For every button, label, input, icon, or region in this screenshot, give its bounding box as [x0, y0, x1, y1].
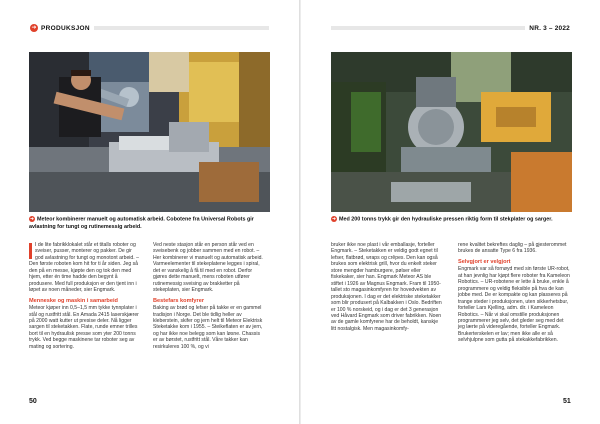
right-page-header: [331, 23, 570, 33]
right-caption-text: Med 200 tonns trykk gir den hydrauliske pressen riktig form til stekplater og sarger.: [339, 216, 553, 223]
left-col2-subheading: Bestefars komfyrer: [153, 297, 204, 304]
photo-hydraulic-press: [331, 52, 572, 212]
header-rule: [94, 26, 269, 30]
right-col2-paragraph-2: Engmark var så fornøyd med sin første UR-robot, at han jevnlig har kjøpt flere roboter fra Kameleon Robotics. – UR-robotene er lette å bruke, enkle å programmere og veldig fleksible på hva de kan jobbe med. De er kompakte og kan plasseres på trange steder i produksjonen, uten sikkerhetsbur, forteller Lars Kjelling, adm. dir. i Kameleon Robotics. – Når vi skal omstille produksjonen programmerer jeg selv, det gleder seg med det jeg lærte på videregående, forteller Engmark. Brukerterskelen er lav; men ikke alle er så selvhjulpne som gutta på stekakkefabrikken.: [458, 266, 570, 344]
left-column-2: [153, 242, 265, 350]
right-col2-paragraph-1: rene kvalitet bekreftes daglig – på gjesterommet brukes de ansatte Type 6 fra 1936.: [458, 242, 567, 255]
header-rule: [331, 26, 525, 30]
left-page-header: [30, 23, 269, 33]
arrow-circle-icon: ➜: [31, 25, 37, 31]
right-column-2: [458, 242, 570, 344]
page-number-right: 51: [563, 398, 571, 405]
page-number-left: 50: [29, 398, 37, 405]
right-column-1: [331, 242, 443, 332]
right-col1-paragraph-1: bruker ikke noe plast i vår emballasje, forteller Engmark. – Steketakken er veldig godt egnet til lefser, flatbrød, wraps og crêpes. Den kan også brukes som elektrisk grill, hvor du enkelt steker store mengder hamburgere, pølser eller fiskekaker, sier han. Engmark Meteor AS ble stiftet i 1926 av Magnus Engmark. Fram til 1950-tallet sto magasinkomfyren for hovedvekten av produksjonen. I dag er det elektriske steketakker som blir produsert på Kalbakken i Oslo. Bedriften er 100 % norskeid, og i dag er det 3 generasjon ved Håvard Engmark som driver fabrikken. Noen av de gamle komfyrene har de beholdt, kanskje litt nostalgisk. Men magasinkomfy-: [331, 242, 442, 332]
left-col1-paragraph-1: I de lite fabrikklokalet står et titalls roboter og sveiser, pusser, monterer og pakker. De gir god avlastning for tungt og monotont arbeid. – Den første roboten kom hit for ti år siden. Jeg så den på en messe, kjøpte den og tok den med hjem, etter én time hadde den begynt å produsere. Med full produksjon er den tjent inn i løpet av noen måneder, sier Engmark.: [29, 242, 139, 294]
drop-bar: [29, 243, 32, 259]
arrow-circle-icon: ➜: [332, 216, 336, 221]
right-col2-subheading: Selvgjort er velgjort: [458, 258, 511, 265]
left-photo-caption: [29, 216, 269, 231]
photo-worker-cobot: [29, 52, 270, 212]
left-page: [0, 0, 299, 424]
left-col1-paragraph-2: Meteor kjøper inn 0,5–1,5 mm tykke tynnplater i stål og rustfritt stål. En Amada 2415 laserskjærer på 2000 watt kutter ut presise deler. Nå ligger sargen til steketakken. Flate, runde emner trilles bort til en hydraulisk presse som yter 200 tonns trykk. Ved begge maskinene tar roboter seg av mating og sortering.: [29, 305, 139, 350]
photo-hydraulic-press-image: [331, 52, 572, 212]
photo-worker-cobot-image: [29, 52, 270, 212]
arrow-circle-icon: ➜: [30, 216, 34, 221]
right-page: [301, 0, 600, 424]
left-col2-paragraph-1: Ved neste stasjon står en person står ved en sveisebenk og jobber sammen med en robot. – Her kombinerer vi manuelt og automatisk arbeid. Varmeelementer til stekeplatene legges i spiral, det er vanskelig å få til med en robot. Derfor gjøres dette manuelt, mens roboten utfører rutinemessig sveising av brakketter på stekeplaten, sier Engmark.: [153, 242, 263, 294]
left-col2-paragraph-2: Baking av brød og lefser på takke er en gammel tradisjon i Norge. Det ble tidlig heller av kleberstein, skifer og jern helt til Meteor Elektrisk Steketakke kom i 1955. – Steikeflaten er av jern, og har ikke noe belegg som kan løsne. Chassis er av børstet, rustfritt stål. Våre takker kan resirkuleres 100 %, og vi: [153, 305, 263, 350]
section-label: PRODUKSJON: [41, 24, 90, 32]
right-photo-caption: [331, 216, 571, 224]
left-col1-subheading: Menneske og maskin i samarbeid: [29, 297, 118, 304]
issue-label: NR. 3 – 2022: [529, 24, 570, 32]
left-caption-text: Meteor kombinerer manuelt og automatisk arbeid. Cobotene fra Universal Robots gir avlastning for tungt og rutinemessig arbeid.: [29, 216, 254, 230]
left-column-1: [29, 242, 141, 350]
